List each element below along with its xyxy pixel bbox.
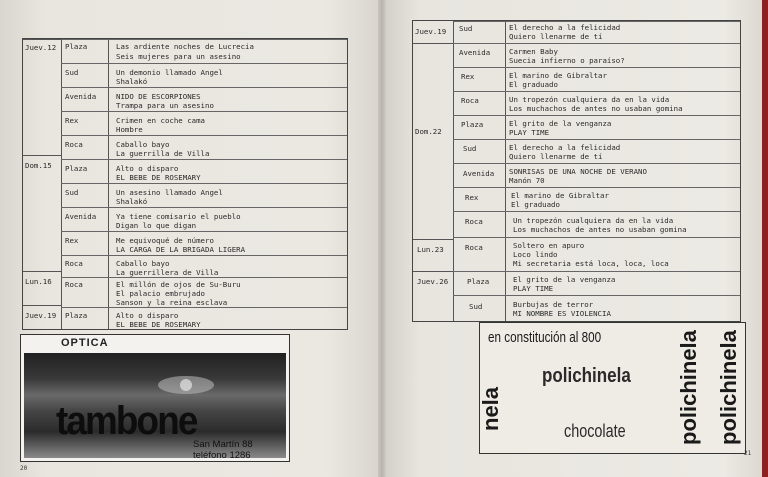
film-title: Alto o disparo bbox=[116, 164, 179, 173]
table-row bbox=[61, 39, 347, 64]
film-title: Loco lindo bbox=[513, 250, 558, 259]
film-title: Soltero en apuro bbox=[513, 241, 585, 250]
cinema-name: Roca bbox=[65, 259, 83, 268]
table-row bbox=[61, 159, 347, 184]
table-row bbox=[453, 187, 740, 212]
cinema-name: Plaza bbox=[65, 42, 88, 51]
cinema-name: Roca bbox=[465, 217, 483, 226]
table-row bbox=[453, 139, 740, 164]
book-gutter bbox=[378, 0, 386, 477]
film-title: Caballo bayo bbox=[116, 259, 170, 268]
table-row bbox=[61, 207, 347, 232]
table-row bbox=[61, 111, 347, 136]
film-title: SONRISAS DE UNA NOCHE DE VERANO bbox=[509, 167, 647, 176]
ad-phone: teléfono 1286 bbox=[193, 450, 251, 461]
film-title: El grito de la venganza bbox=[513, 275, 616, 284]
table-row bbox=[61, 87, 347, 112]
cinema-name: Avenida bbox=[65, 92, 97, 101]
page-number: 20 bbox=[20, 465, 28, 472]
ad-address: San Martín 88 bbox=[193, 439, 253, 450]
film-title: Manón 70 bbox=[509, 176, 545, 185]
date-label: Juev.19 bbox=[415, 27, 447, 36]
table-row bbox=[453, 163, 740, 188]
ad-brand: polichinela bbox=[542, 365, 631, 387]
film-title: Un tropezón cualquiera da en la vida bbox=[513, 216, 674, 225]
table-row bbox=[61, 255, 347, 278]
film-title: Un tropezón cualquiera da en la vida bbox=[509, 95, 670, 104]
polichinela-ad bbox=[479, 322, 746, 454]
table-row bbox=[61, 231, 347, 256]
film-title: Caballo bayo bbox=[116, 140, 170, 149]
page-number: 21 bbox=[744, 450, 752, 457]
table-row bbox=[453, 115, 740, 140]
cinema-name: Rex bbox=[65, 116, 79, 125]
date-label: Dom.15 bbox=[25, 161, 52, 170]
cinema-name: Rex bbox=[65, 236, 79, 245]
film-title: El marino de Gibraltar bbox=[509, 71, 607, 80]
film-title: Digan lo que digan bbox=[116, 221, 197, 230]
table-row bbox=[61, 307, 347, 330]
cinema-name: Sud bbox=[463, 144, 477, 153]
cinema-name: Roca bbox=[65, 280, 83, 289]
film-title: Burbujas de terror bbox=[513, 300, 594, 309]
film-title: El graduado bbox=[509, 80, 558, 89]
ad-label: OPTICA bbox=[61, 337, 109, 349]
date-label: Juev.26 bbox=[417, 277, 449, 286]
cinema-name: Roca bbox=[465, 243, 483, 252]
film-title: Trampa para un asesino bbox=[116, 101, 214, 110]
table-row bbox=[453, 43, 740, 68]
cinema-name: Roca bbox=[65, 140, 83, 149]
ad-tagline: en constitución al 800 bbox=[488, 329, 602, 346]
cinema-name: Plaza bbox=[461, 120, 484, 129]
table-row bbox=[453, 295, 740, 322]
film-title: El palacio embrujado bbox=[116, 289, 205, 298]
date-label: Lun.23 bbox=[417, 245, 444, 254]
right-schedule-table bbox=[412, 20, 741, 322]
film-title: Ya tiene comisario el pueblo bbox=[116, 212, 241, 221]
film-title: Suecia infierno o paraíso? bbox=[509, 56, 625, 65]
film-title: El millón de ojos de Su-Buru bbox=[116, 280, 241, 289]
date-label: Juev.12 bbox=[25, 43, 57, 52]
film-title: PLAY TIME bbox=[513, 284, 554, 293]
date-label: Juev.19 bbox=[25, 311, 57, 320]
cinema-name: Sud bbox=[65, 68, 79, 77]
date-label: Dom.22 bbox=[415, 127, 442, 136]
film-title: El grito de la venganza bbox=[509, 119, 612, 128]
film-title: Carmen Baby bbox=[509, 47, 558, 56]
film-title: Sanson y la reina esclava bbox=[116, 298, 228, 307]
cinema-name: Plaza bbox=[467, 277, 490, 286]
table-row bbox=[453, 67, 740, 92]
cinema-name: Plaza bbox=[65, 164, 88, 173]
film-title: Alto o disparo bbox=[116, 311, 179, 320]
cinema-name: Sud bbox=[459, 24, 473, 33]
cinema-name: Rex bbox=[465, 193, 479, 202]
table-row bbox=[61, 183, 347, 208]
cinema-name: Avenida bbox=[65, 212, 97, 221]
film-title: Me equivoqué de número bbox=[116, 236, 214, 245]
film-title: Los muchachos de antes no usaban gomina bbox=[513, 225, 687, 234]
ad-product: chocolate bbox=[564, 421, 626, 441]
cinema-name: Sud bbox=[65, 188, 79, 197]
film-title: Un asesino llamado Angel bbox=[116, 188, 223, 197]
optica-tambone-ad bbox=[20, 334, 290, 462]
cinema-name: Sud bbox=[469, 302, 483, 311]
cinema-name: Plaza bbox=[65, 311, 88, 320]
table-row bbox=[61, 135, 347, 160]
cinema-name: Avenida bbox=[459, 48, 491, 57]
film-title: La guerrillera de Villa bbox=[116, 268, 219, 277]
film-title: Shalakó bbox=[116, 77, 148, 86]
film-title: El derecho a la felicidad bbox=[509, 143, 621, 152]
ad-brand: tambone bbox=[56, 399, 197, 443]
film-title: Crimen en coche cama bbox=[116, 116, 205, 125]
film-title: El graduado bbox=[511, 200, 560, 209]
ad-brand-vertical: polichinela bbox=[716, 330, 741, 445]
table-row bbox=[453, 91, 740, 116]
film-title: Shalakó bbox=[116, 197, 148, 206]
film-title: Las ardiente noches de Lucrecia bbox=[116, 42, 254, 51]
film-title: PLAY TIME bbox=[509, 128, 550, 137]
date-label: Lun.16 bbox=[25, 277, 52, 286]
cinema-name: Roca bbox=[461, 96, 479, 105]
film-title: EL BEBE DE ROSEMARY bbox=[116, 173, 201, 182]
film-title: EL BEBE DE ROSEMARY bbox=[116, 320, 201, 329]
left-schedule-table bbox=[22, 38, 348, 330]
film-title: LA CARGA DE LA BRIGADA LIGERA bbox=[116, 245, 246, 254]
film-title: Mi secretaria está loca, loca, loca bbox=[513, 259, 669, 268]
ad-brand-partial: nela bbox=[478, 386, 503, 431]
film-title: Quiero llenarme de tí bbox=[509, 152, 603, 161]
cinema-name: Rex bbox=[461, 72, 475, 81]
film-title: El marino de Gibraltar bbox=[511, 191, 609, 200]
film-title: Los muchachos de antes no usaban gomina bbox=[509, 104, 683, 113]
film-title: La guerrilla de Villa bbox=[116, 149, 210, 158]
film-title: NIDO DE ESCORPIONES bbox=[116, 92, 201, 101]
table-row bbox=[453, 21, 740, 44]
ad-brand-vertical: polichinela bbox=[676, 330, 701, 445]
film-title: Seis mujeres para un asesino bbox=[116, 52, 241, 61]
cinema-name: Avenida bbox=[463, 169, 495, 178]
film-title: Un demonio llamado Angel bbox=[116, 68, 223, 77]
table-row bbox=[453, 211, 740, 238]
film-title: Hombre bbox=[116, 125, 143, 134]
table-row bbox=[453, 271, 740, 296]
table-row bbox=[61, 277, 347, 308]
table-row bbox=[453, 237, 740, 272]
film-title: MI NOMBRE ES VIOLENCIA bbox=[513, 309, 611, 318]
film-title: Quiero llenarme de tí bbox=[509, 32, 603, 41]
table-row bbox=[61, 63, 347, 88]
film-title: El derecho a la felicidad bbox=[509, 23, 621, 32]
